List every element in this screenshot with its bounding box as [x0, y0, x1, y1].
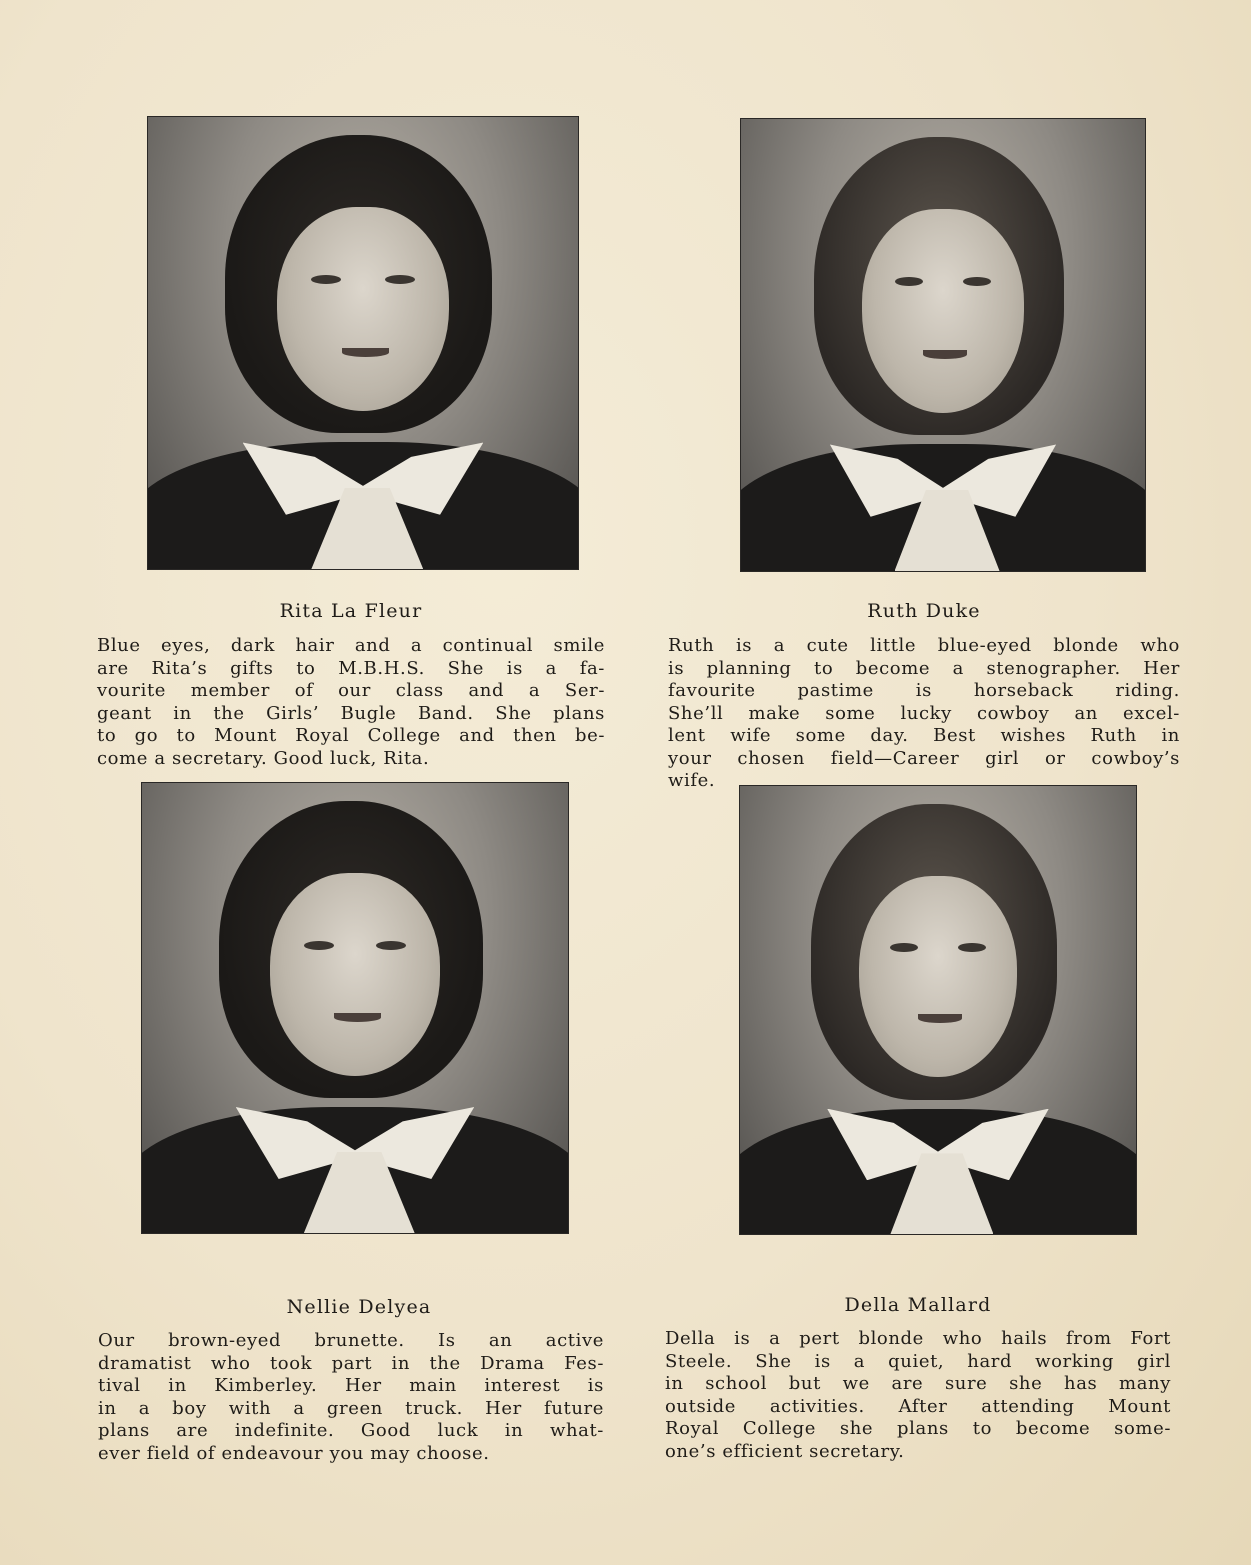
student-name-rita-la-fleur: Rita La Fleur — [279, 600, 423, 622]
bio-line: are Rita’s gifts to M.B.H.S. She is a fa- — [97, 657, 605, 679]
bio-line: dramatist who took part in the Drama Fes- — [98, 1352, 604, 1374]
bio-line: ever field of endeavour you may choose. — [98, 1442, 490, 1464]
portrait-photo-nellie-delyea — [142, 783, 568, 1233]
portrait-face — [859, 876, 1017, 1078]
bio-line: Blue eyes, dark hair and a continual smile — [97, 635, 605, 656]
bio-line: one’s efficient secretary. — [665, 1440, 905, 1462]
bio-line: lent wife some day. Best wishes Ruth in — [668, 725, 1180, 746]
portrait-face — [270, 873, 440, 1076]
bio-line: vourite member of our class and a Ser- — [97, 680, 605, 701]
portrait-photo-rita-la-fleur — [148, 117, 578, 569]
student-bio-nellie-delyea — [98, 1330, 604, 1465]
bio-line: Ruth is a cute little blue-eyed blonde who — [668, 635, 1180, 656]
bio-line: wife. — [668, 770, 716, 791]
student-name-nellie-delyea: Nellie Delyea — [286, 1296, 432, 1318]
student-bio-della-mallard — [665, 1328, 1171, 1463]
portrait-face — [277, 207, 449, 410]
student-name-della-mallard: Della Mallard — [844, 1294, 992, 1316]
bio-line: She’ll make some lucky cowboy an excel- — [668, 702, 1180, 724]
portrait-mouth — [342, 348, 389, 357]
portrait-face — [862, 209, 1024, 412]
bio-line: favourite pastime is horseback riding. — [668, 680, 1180, 701]
portrait-mouth — [334, 1013, 381, 1022]
bio-line: outside activities. After attending Mount — [665, 1395, 1171, 1417]
bio-line: in a boy with a green truck. Her future — [98, 1397, 604, 1419]
bio-line: plans are indefinite. Good luck in what- — [98, 1420, 604, 1441]
student-name-ruth-duke: Ruth Duke — [867, 600, 981, 622]
portrait-eye — [304, 941, 334, 950]
student-bio-rita-la-fleur — [97, 635, 605, 770]
portrait-mouth — [923, 350, 967, 359]
bio-line: Della is a pert blonde who hails from Fort — [665, 1328, 1171, 1349]
bio-line: come a secretary. Good luck, Rita. — [97, 747, 430, 769]
bio-line: is planning to become a stenographer. Her — [668, 657, 1180, 679]
bio-line: geant in the Girls’ Bugle Band. She plans — [97, 702, 605, 724]
bio-line: to go to Mount Royal College and then be- — [97, 725, 605, 746]
student-bio-ruth-duke — [668, 635, 1180, 793]
portrait-eye — [890, 943, 918, 952]
bio-line: Royal College she plans to become some- — [665, 1418, 1171, 1439]
portrait-photo-ruth-duke — [741, 119, 1145, 571]
bio-line: Our brown-eyed brunette. Is an active — [98, 1330, 604, 1351]
bio-line: your chosen field—Career girl or cowboy’s — [668, 747, 1180, 769]
bio-line: in school but we are sure she has many — [665, 1373, 1171, 1394]
portrait-eye — [958, 943, 986, 952]
portrait-photo-della-mallard — [740, 786, 1136, 1234]
bio-line: Steele. She is a quiet, hard working girl — [665, 1350, 1171, 1372]
portrait-eye — [376, 941, 406, 950]
bio-line: tival in Kimberley. Her main interest is — [98, 1375, 604, 1396]
